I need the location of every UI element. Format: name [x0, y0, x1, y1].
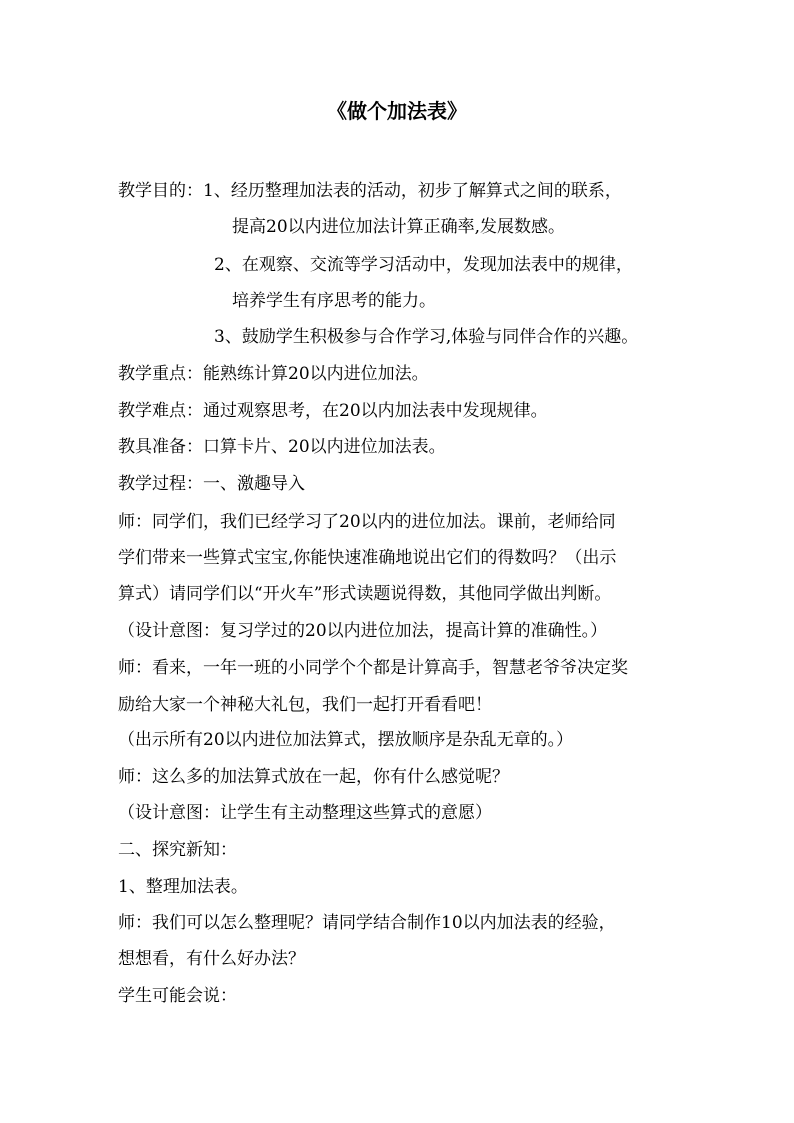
body-line: 师：这么多的加法算式放在一起，你有什么感觉呢？ — [118, 767, 509, 787]
subsection-heading: 1、整理加法表。 — [118, 877, 248, 897]
objective-1-line-1: 教学目的：1、经历整理加法表的活动，初步了解算式之间的联系， — [118, 181, 622, 201]
body-line: 学生可能会说： — [118, 986, 237, 1006]
body-line: 师：看来，一年一班的小同学个个都是计算高手，智慧老爷爷决定奖 — [118, 658, 628, 678]
teaching-focus: 教学重点：能熟练计算20以内进位加法。 — [118, 364, 429, 384]
section-heading: 二、探究新知： — [118, 840, 237, 860]
objective-3: 3、鼓励学生积极参与合作学习,体验与同伴合作的兴趣。 — [214, 327, 639, 347]
teaching-difficulty: 教学难点：通过观察思考，在20以内加法表中发现规律。 — [118, 401, 548, 421]
body-line: 学们带来一些算式宝宝,你能快速准确地说出它们的得数吗？（出示 — [118, 548, 617, 568]
design-note: （设计意图：复习学过的20以内进位加法，提高计算的准确性。） — [118, 621, 608, 641]
body-line: 励给大家一个神秘大礼包，我们一起打开看看吧！ — [118, 695, 492, 715]
body-line: （出示所有20以内进位加法算式，摆放顺序是杂乱无章的。） — [118, 730, 574, 750]
document-title: 《做个加法表》 — [327, 99, 467, 123]
objective-1-line-2: 提高20以内进位加法计算正确率,发展数感。 — [232, 217, 566, 237]
design-note: （设计意图：让学生有主动整理这些算式的意愿） — [118, 803, 492, 823]
body-line: 想想看，有什么好办法？ — [118, 949, 305, 969]
body-line: 师：我们可以怎么整理呢？请同学结合制作10以内加法表的经验， — [118, 913, 616, 933]
teaching-aids: 教具准备：口算卡片、20以内进位加法表。 — [118, 437, 446, 457]
objective-2-line-2: 培养学生有序思考的能力。 — [232, 291, 436, 311]
body-line: 师：同学们，我们已经学习了20以内的进位加法。课前，老师给同 — [118, 512, 616, 532]
objective-2-line-1: 2、在观察、交流等学习活动中，发现加法表中的规律， — [214, 255, 633, 275]
body-line: 算式）请同学们以“开火车”形式读题说得数，其他同学做出判断。 — [118, 584, 612, 604]
teaching-process-heading: 教学过程：一、激趣导入 — [118, 474, 305, 494]
